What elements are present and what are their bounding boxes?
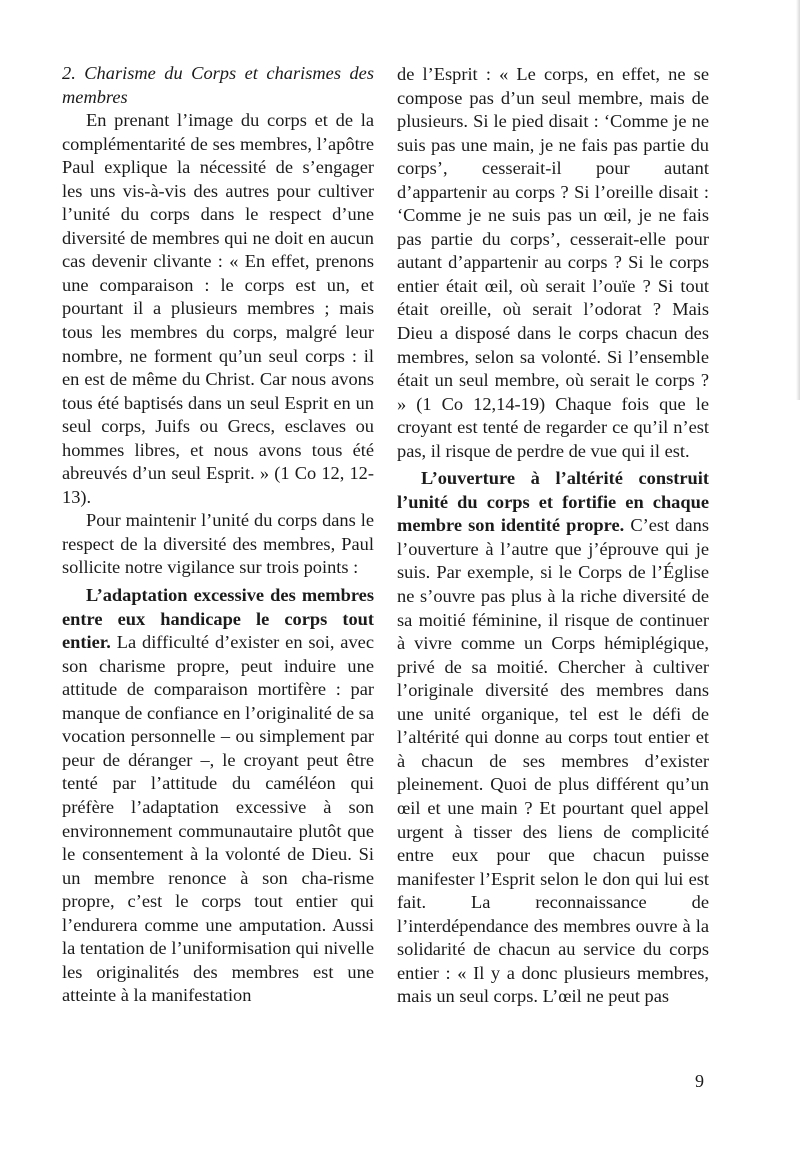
section-heading: 2. Charisme du Corps et charismes des membres — [62, 63, 374, 107]
paragraph-continuation: de l’Esprit : « Le corps, en effet, ne se compose pas d’un seul membre, mais de plusieurs. Si le pied disait : ‘Comme je ne suis pas une main, je ne fais pas partie du corps’, cesserait-il pour autant d’appartenir au corps ? Si l’oreille disait : ‘Comme je ne suis pas un œil, je ne fais pas partie du corps’, cesserait-elle pour autant d’appartenir au corps ? Si le corps entier était œil, où serait l’ouïe ? Si tout était oreille, où serait l’odorat ? Mais Dieu a disposé dans le corps chacun des membres, selon sa volonté. Si l’ensemble était un seul membre, où serait le corps ? » (1 Co 12,14-19) Chaque fois que le croyant est tenté de regarder ce qu’il n’est pas, il risque de perdre de vue qui il est. — [397, 64, 709, 461]
page-number: 9 — [695, 1071, 704, 1091]
paragraph-vigilance: Pour maintenir l’unité du corps dans le respect de la diversité des membres, Paul sollicite notre vigilance sur trois points : — [62, 510, 374, 578]
page-edge-shadow — [796, 0, 800, 400]
right-column — [397, 63, 709, 1009]
point-two-text: C’est dans l’ouverture à l’autre que j’éprouve qui je suis. Par exemple, si le Corps de l’Église ne s’ouvre pas plus à la riche diversité de sa moitié féminine, il risque de continuer à vivre comme un Corps hémiplégique, privé de sa moitié. Chercher à cultiver l’originale diversité des membres dans une unité organique, tel est le défi de l’altérité qui donne au corps tout entier et à chacun de ses membres d’exister pleinement. Quoi de plus différent qu’un œil et une main ? Et pourtant quel appel urgent à tisser des liens de complicité entre eux pour que chacun puisse manifester l’Esprit selon le don qui lui est fait. La reconnaissance de l’interdépendance des membres ouvre à la solidarité de chacun au service du corps entier : « Il y a donc plusieurs membres, mais un seul corps. L’œil ne peut pas — [397, 515, 709, 1007]
point-one-text: La difficulté d’exister en soi, avec son charisme propre, peut induire une attitude de comparaison mortifère : par manque de confiance en l’originalité de sa vocation personnelle – ou simplement par peur de déranger –, le croyant peut être tenté par l’attitude du caméléon qui préfère l’adaptation excessive à son environnement communautaire plutôt que le consentement à la volonté de Dieu. Si un membre renonce à son cha-risme propre, c’est le corps tout entier qui l’endurera comme une amputation. Aussi la tentation de l’uniformisation qui nivelle les originalités des membres est une atteinte à la manifestation — [62, 632, 374, 1006]
paragraph-adaptation — [62, 584, 374, 1008]
point-one-heading: L’adaptation excessive des membres entre eux handicape le corps tout entier. — [62, 585, 374, 653]
paragraph-intro: En prenant l’image du corps et de la complémentarité de ses membres, l’apôtre Paul explique la nécessité de s’engager les uns vis-à-vis des autres pour cultiver l’unité du corps dans le respect d’une diversité de membres qui ne doit en aucun cas devenir clivante : « En effet, prenons une comparaison : le corps est un, et pourtant il a plusieurs membres ; mais tous les membres du corps, malgré leur nombre, ne forment qu’un seul corps : il en est de même du Christ. Car nous avons tous été baptisés dans un seul Esprit en un seul corps, Juifs ou Grecs, esclaves ou hommes libres, et nous avons tous été abreuvés d’un seul Esprit. » (1 Co 12, 12-13). — [62, 110, 374, 507]
point-two-heading: L’ouverture à l’altérité construit l’unité du corps et fortifie en chaque membre son identité propre. — [397, 468, 709, 536]
left-column — [62, 62, 374, 1008]
paragraph-alterite — [397, 467, 709, 1009]
